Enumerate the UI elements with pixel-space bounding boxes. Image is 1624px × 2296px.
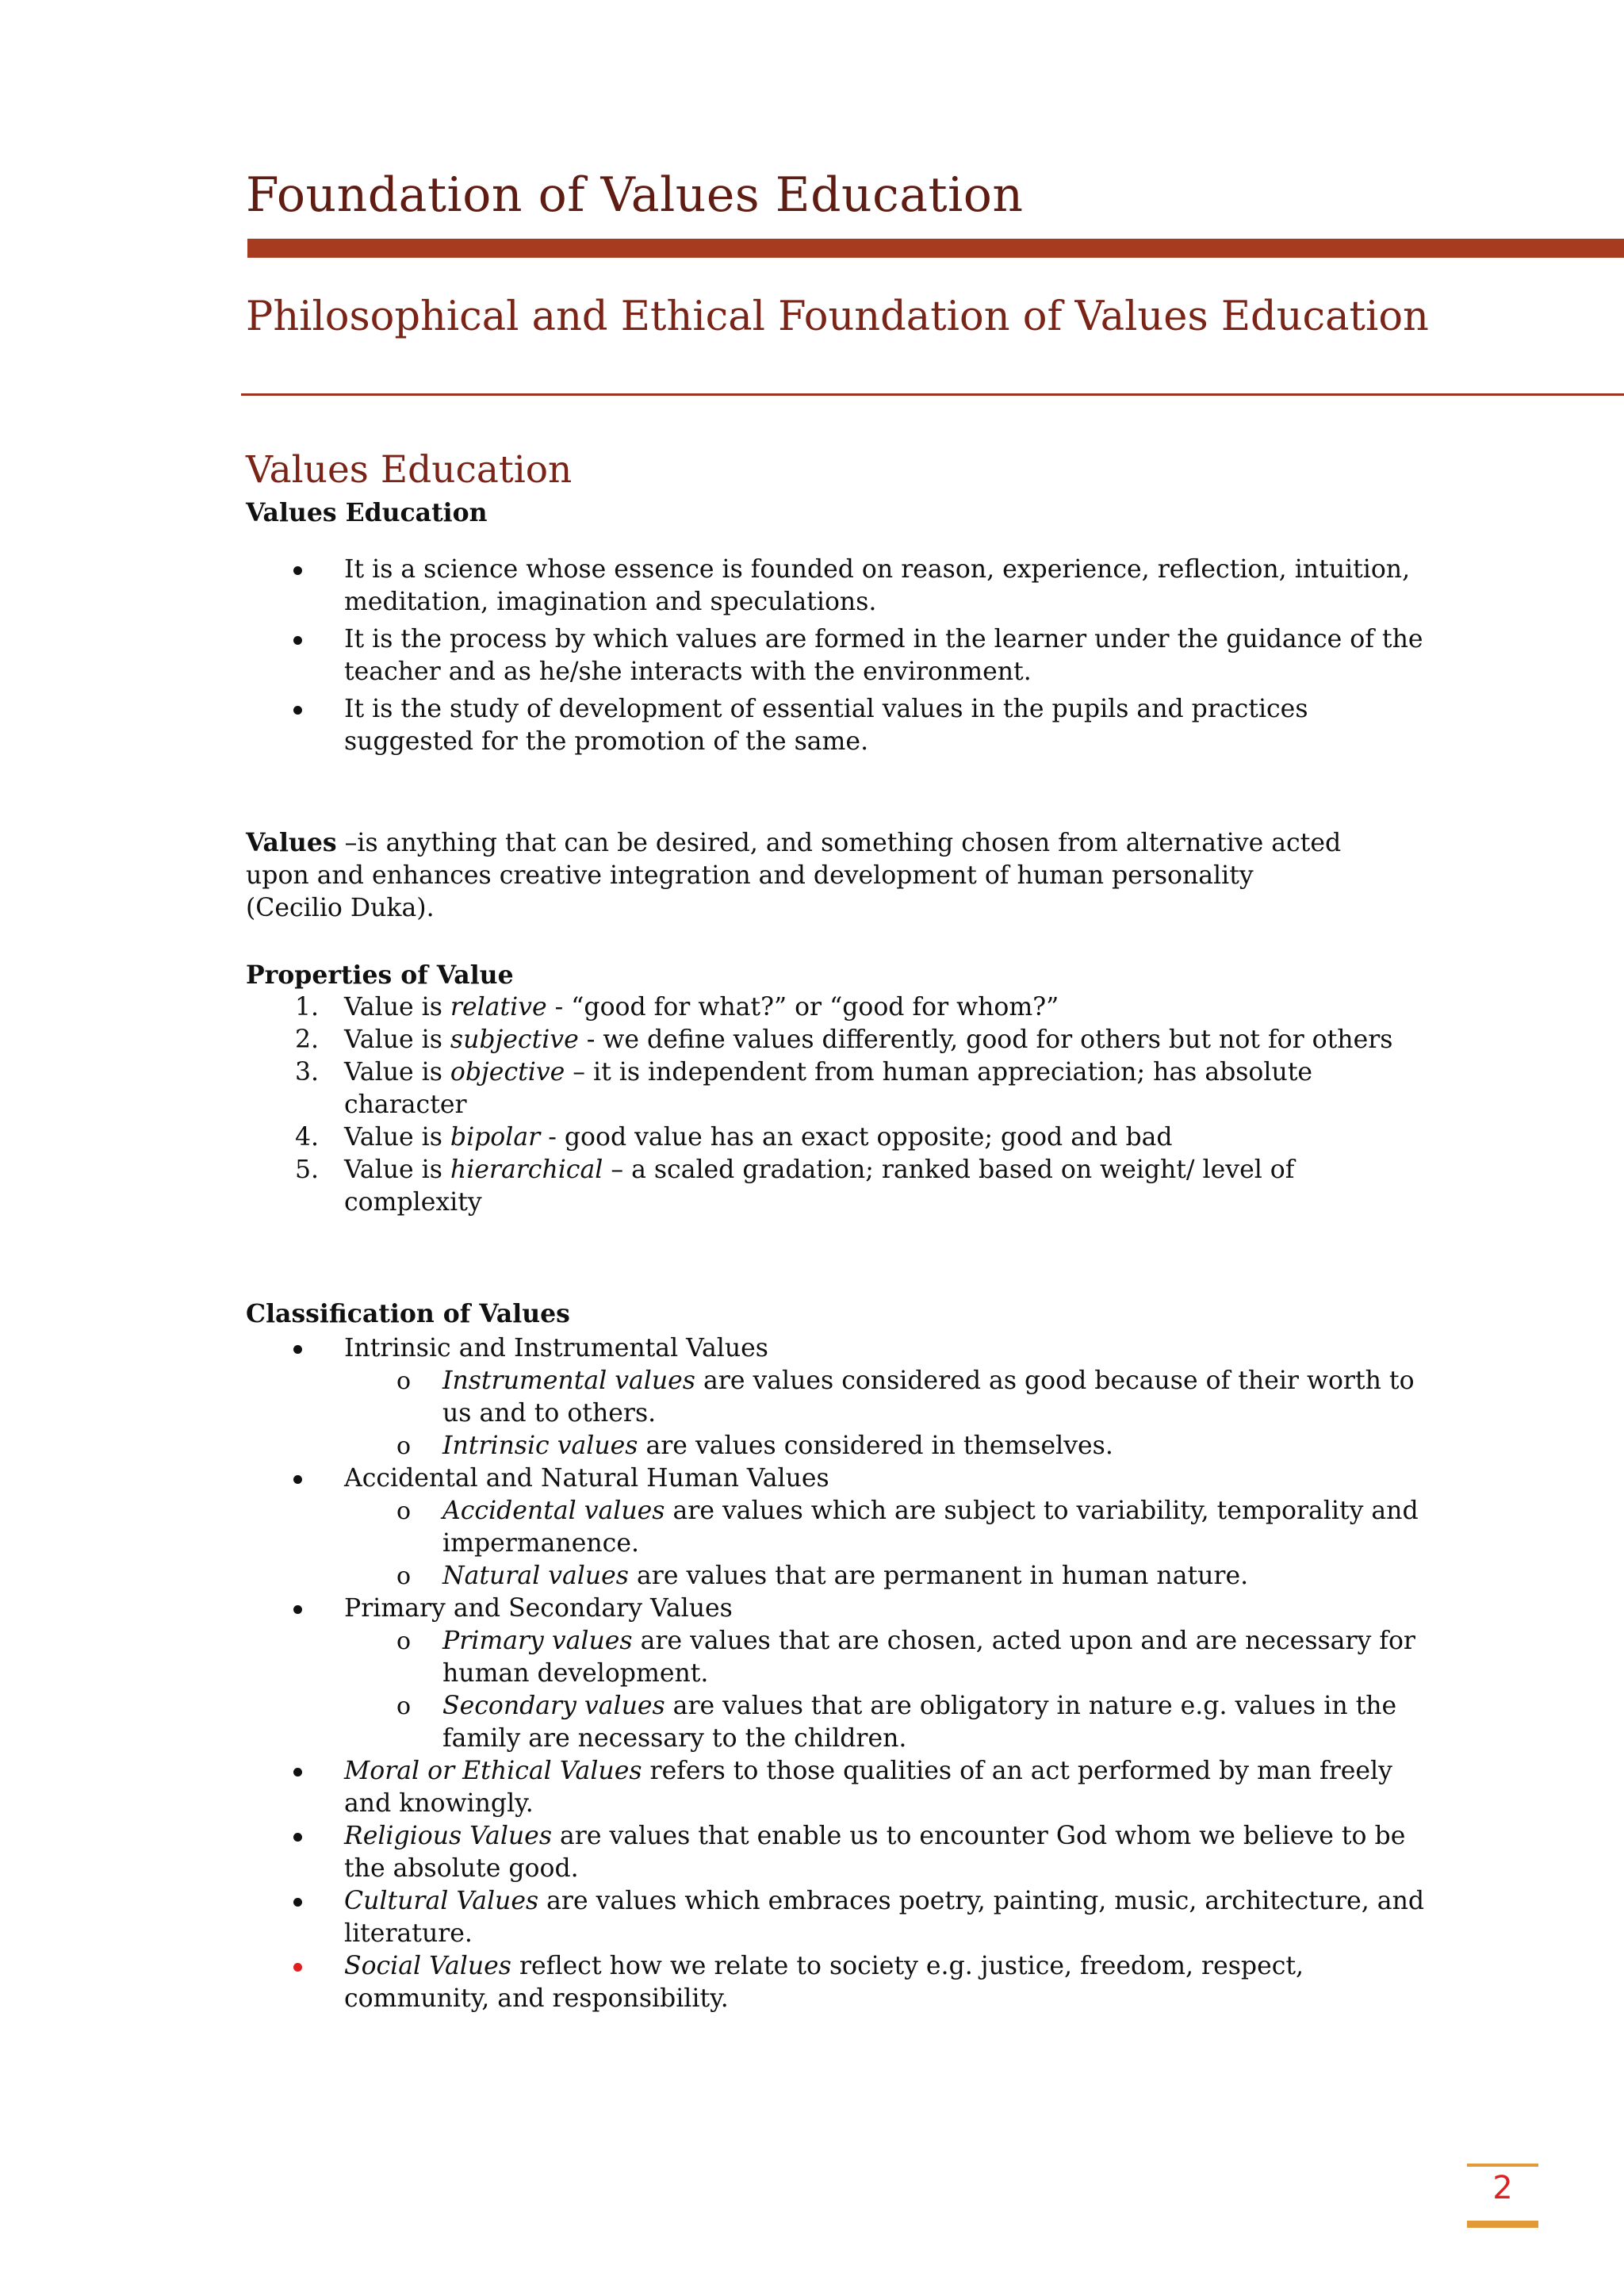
page-number-bottom-rule [1467, 2221, 1538, 2228]
list-item: It is a science whose essence is founded on reason, experience, reflection, intuition, meditation, imagination and speculations. [344, 555, 1411, 616]
document-title: Foundation of Values Education [246, 167, 1024, 223]
list-item: Moral or Ethical Values refers to those qualities of an act performed by man freely and knowingly. [344, 1757, 1392, 1818]
subtitle-heading: Philosophical and Ethical Foundation of Values Education [246, 293, 1429, 340]
sub-list-item: o Intrinsic values are values considered in themselves. [246, 1430, 1435, 1462]
section-label: Values Education [246, 498, 488, 527]
list-item: 1. Value is relative - “good for what?” or “good for whom?” [295, 993, 1059, 1022]
circle-bullet-icon: o [396, 1562, 412, 1590]
circle-bullet-icon: o [396, 1432, 412, 1460]
circle-bullet-icon: o [396, 1367, 412, 1395]
list-item: Religious Values are values that enable us to encounter God whom we believe to be the absolute good. [344, 1822, 1406, 1883]
circle-bullet-icon: o [396, 1627, 412, 1655]
list-item: 3. Value is objective – it is independent from human appreciation; has absolute character [295, 1058, 1313, 1119]
subtitle-underline [241, 393, 1624, 396]
circle-bullet-icon: o [396, 1497, 412, 1525]
sub-list-item: o Primary values are values that are chosen, acted upon and are necessary for human development. [396, 1627, 1415, 1688]
list-item: 5. Value is hierarchical – a scaled gradation; ranked based on weight/ level of complexity [295, 1156, 1295, 1217]
classification-heading: Classification of Values [246, 1299, 570, 1328]
list-item: It is the study of development of essential values in the pupils and practices suggested for the promotion of the same. [344, 695, 1308, 756]
properties-list [246, 991, 1435, 1219]
definition-text: –is anything that can be desired, and something chosen from alternative acted upon and enhances creative integration and development of human personality (Cecilio Duka). [246, 829, 1342, 922]
page-number: 2 [1492, 2170, 1513, 2206]
list-item: Social Values reflect how we relate to society e.g. justice, freedom, respect, community, and responsibility. [344, 1952, 1304, 2013]
title-underline-bar [247, 239, 1624, 258]
sub-list-item: o Instrumental values are values considered as good because of their worth to us and to others. [396, 1366, 1415, 1428]
values-definition [246, 826, 1356, 925]
list-item: Intrinsic and Instrumental Values [344, 1334, 768, 1363]
classification-list [246, 1332, 1435, 2015]
page-number-top-rule [1467, 2164, 1538, 2167]
sub-list-item: o Secondary values are values that are obligatory in nature e.g. values in the family are necessary to the children. [396, 1692, 1397, 1753]
properties-heading: Properties of Value [246, 960, 514, 990]
list-item: 4. Value is bipolar - good value has an exact opposite; good and bad [295, 1123, 1173, 1152]
section-heading: Values Education [246, 448, 573, 492]
list-item: It is the process by which values are formed in the learner under the guidance of the teacher and as he/she interacts with the environment. [344, 625, 1423, 686]
list-item: Primary and Secondary Values [344, 1594, 733, 1623]
sub-list-item: o Natural values are values that are permanent in human nature. [246, 1560, 1435, 1593]
list-item: Accidental and Natural Human Values [344, 1464, 829, 1493]
definition-term: Values [246, 828, 337, 857]
circle-bullet-icon: o [396, 1692, 412, 1720]
list-item: Cultural Values are values which embraces poetry, painting, music, architecture, and literature. [344, 1887, 1425, 1948]
sub-list-item: o Accidental values are values which are subject to variability, temporality and impermanence. [396, 1497, 1419, 1558]
intro-bullet-list [246, 554, 1435, 758]
list-item: 2. Value is subjective - we define values differently, good for others but not for others [295, 1025, 1393, 1054]
